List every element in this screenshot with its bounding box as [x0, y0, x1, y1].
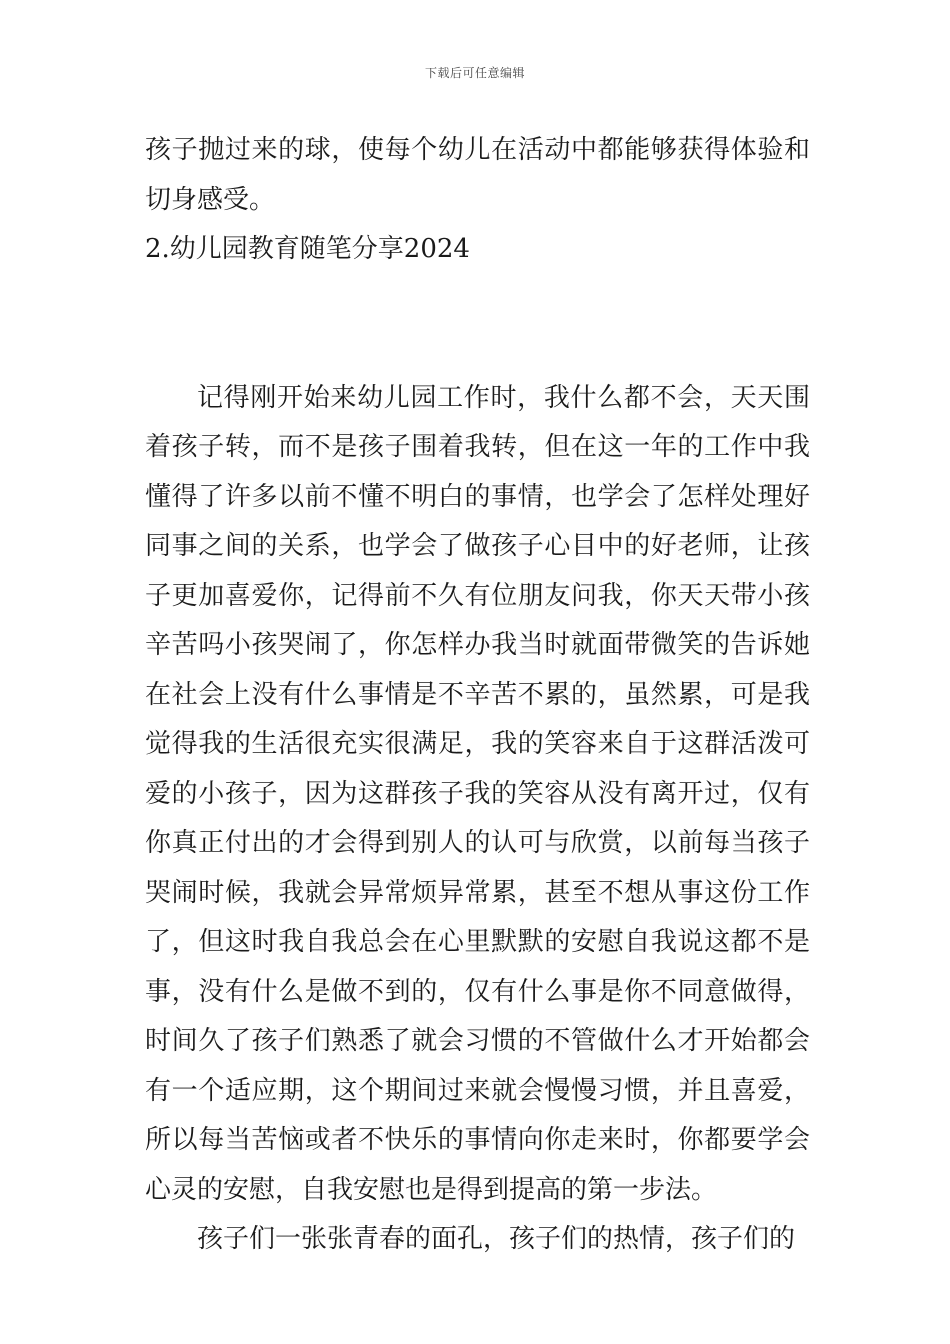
paragraph-essay: 记得刚开始来幼儿园工作时，我什么都不会，天天围着孩子转，而不是孩子围着我转，但在这一年的工作中我懂得了许多以前不懂不明白的事情，也学会了怎样处理好同事之间的关系，也学会了做孩子心目中的好老师，让孩子更加喜爱你，记得前不久有位朋友问我，你天天带小孩辛苦吗小孩哭闹了，你怎样办我当时就面带微笑的告诉她在社会上没有什么事情是不辛苦不累的，虽然累，可是我觉得我的生活很充实很满足，我的笑容来自于这群活泼可爱的小孩子，因为这群孩子我的笑容从没有离开过，仅有你真正付出的才会得到别人的认可与欣赏，以前每当孩子哭闹时候，我就会异常烦异常累，甚至不想从事这份工作了，但这时我自我总会在心里默默的安慰自我说这都不是事，没有什么是做不到的，仅有什么事是你不同意做得，时间久了孩子们熟悉了就会习惯的不管做什么才开始都会有一个适应期，这个期间过来就会慢慢习惯，并且喜爱，所以每当苦恼或者不快乐的事情向你走来时，你都要学会心灵的安慰，自我安慰也是得到提高的第一步法。	[145, 382, 810, 1205]
section-heading: 2.幼儿园教育随笔分享2024	[145, 234, 470, 264]
document-body	[145, 126, 810, 1265]
blank-space	[145, 275, 810, 374]
paragraph-next: 孩子们一张张青春的面孔，孩子们的热情，孩子们的	[197, 1224, 796, 1254]
paragraph-continuation: 孩子抛过来的球，使每个幼儿在活动中都能够获得体验和切身感受。	[145, 135, 810, 215]
page-header: 下载后可任意编辑	[424, 66, 525, 80]
